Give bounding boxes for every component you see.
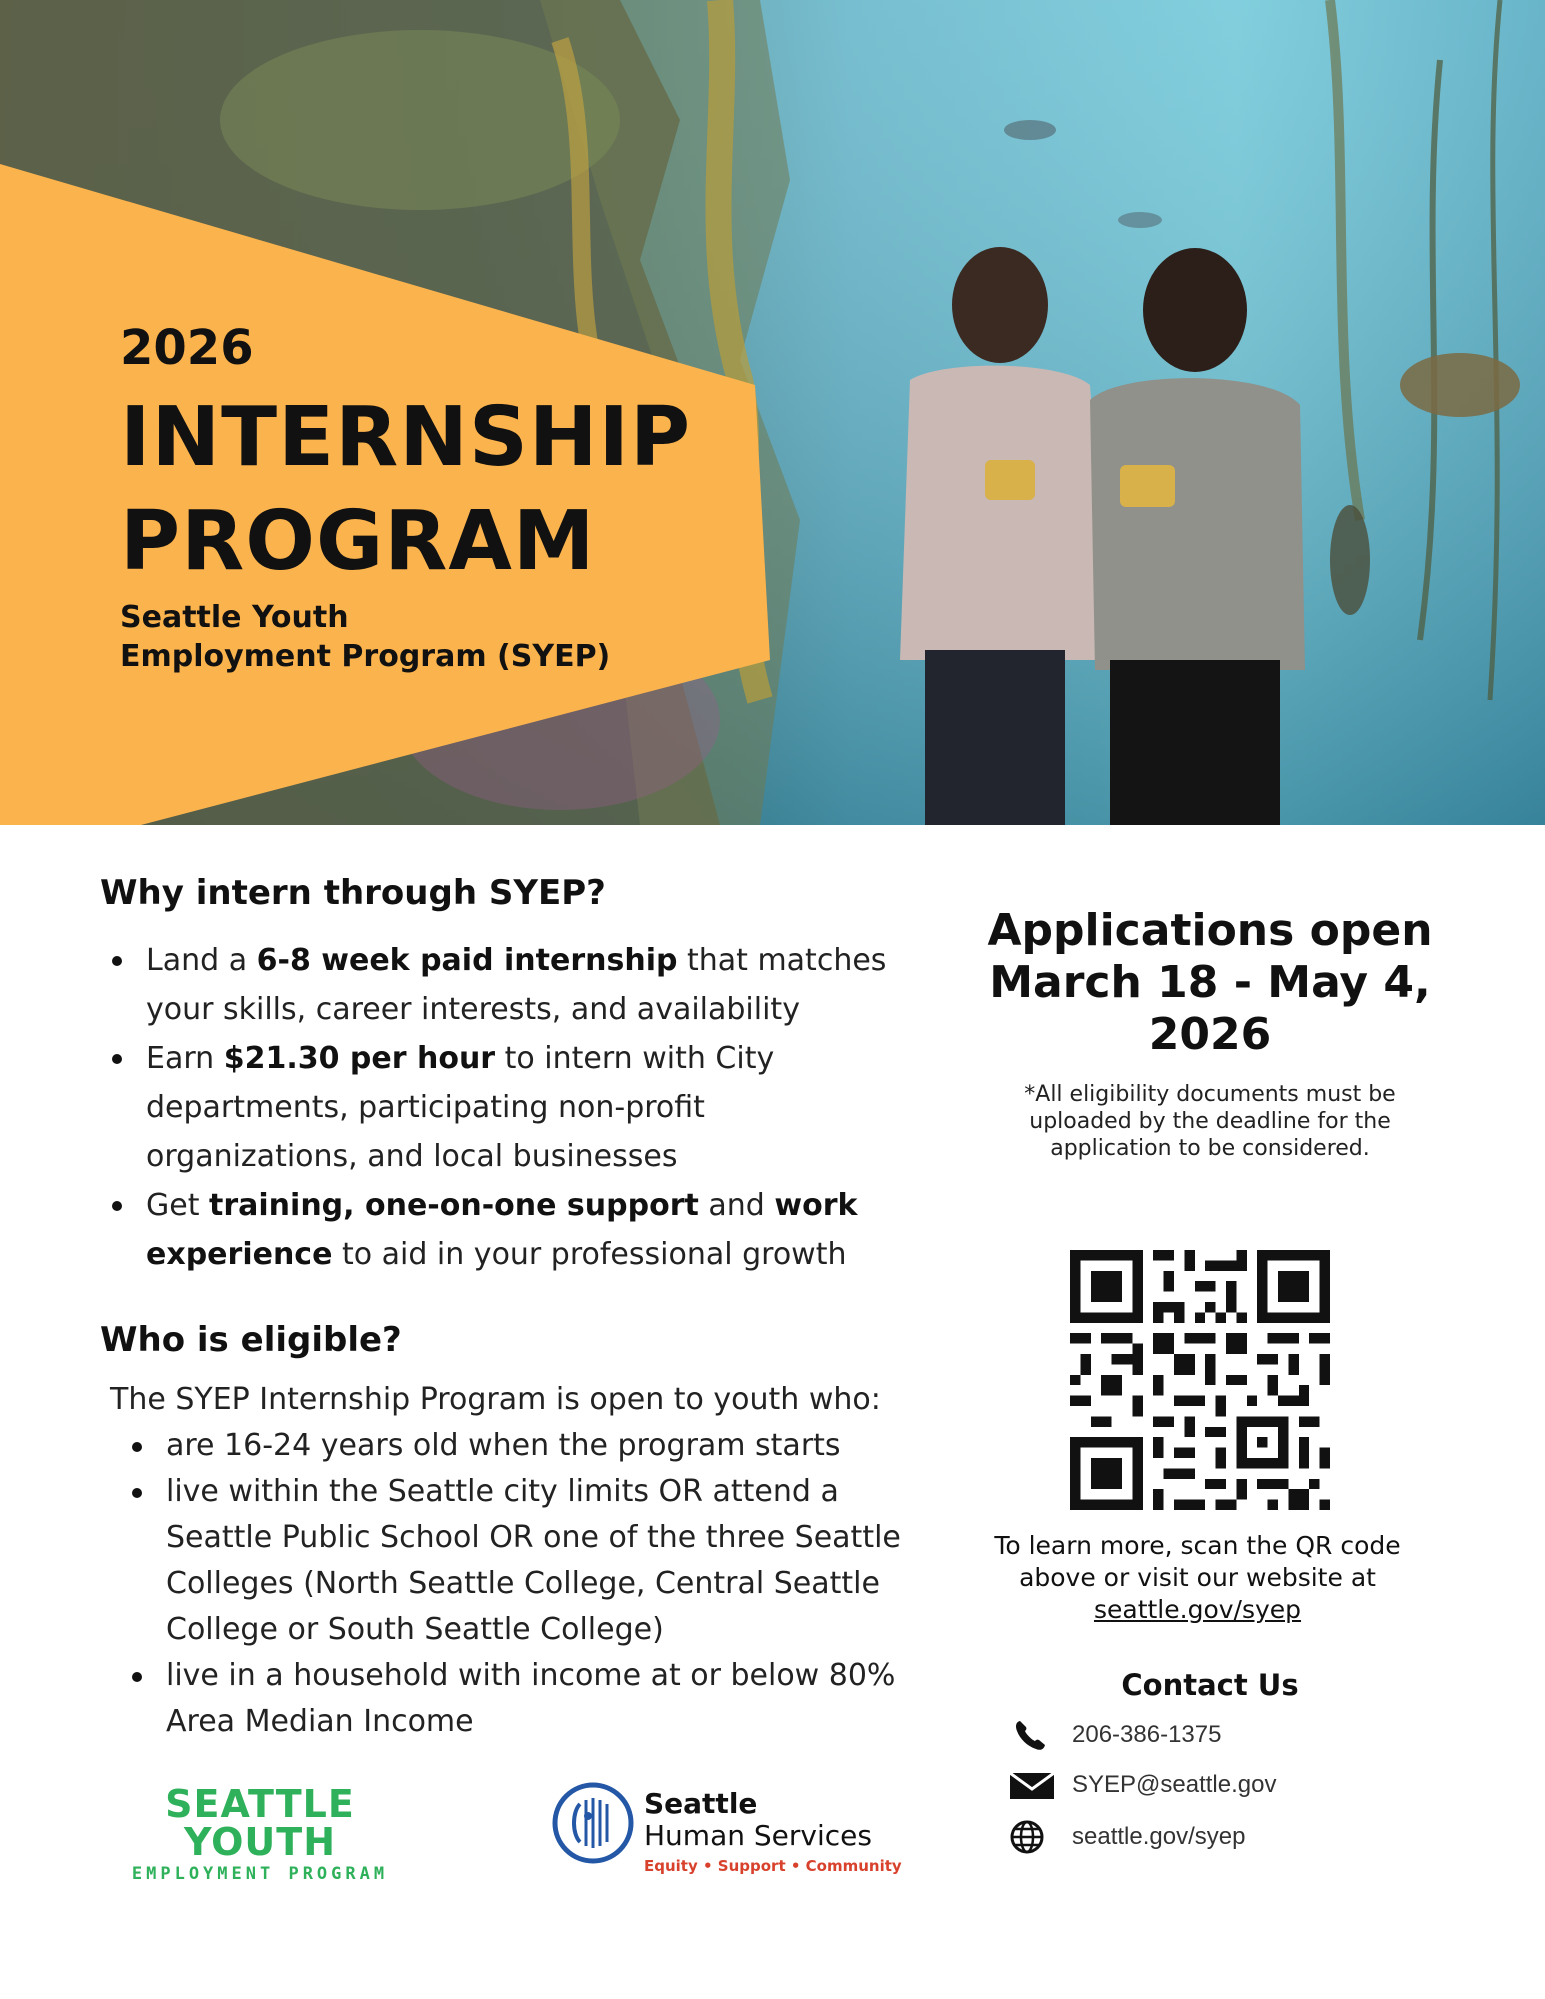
syep-logo-line-3: EMPLOYMENT PROGRAM [131,1864,389,1884]
phone-number[interactable]: 206-386-1375 [1072,1721,1222,1748]
eligibility-item: live in a household with income at or below 80% Area Median Income [110,1653,920,1745]
syep-logo-line-2: YOUTH [183,1820,337,1864]
contact-email[interactable] [1010,1765,1430,1805]
shs-logo-tagline: Equity • Support • Community [644,1857,902,1875]
website-address[interactable]: seattle.gov/syep [1072,1823,1246,1850]
benefits-list [100,936,920,1279]
envelope-icon [1010,1768,1054,1802]
eligibility-item: are 16-24 years old when the program starts [110,1423,920,1469]
hero-banner [0,0,1545,825]
benefit-text: to aid in your professional growth [332,1237,847,1272]
eligibility-deadline-note: *All eligibility documents must be uploaded by the deadline for the application to be considered. [1024,1082,1396,1161]
benefit-text: Land a [146,943,257,978]
eligibility-item: live within the Seattle city limits OR attend a Seattle Public School OR one of the three Seattle Colleges (North Seattle College, Central Seattle College or South Seattle College) [110,1469,920,1653]
phone-icon [1010,1718,1054,1752]
applications-heading-line-2: March 18 - May 4, [989,957,1431,1008]
eligible-heading: Who is eligible? [100,1320,402,1360]
title-line-2: PROGRAM [120,494,596,589]
subtitle-line-1: Seattle Youth [120,600,349,635]
benefit-highlight: training, one-on-one support [209,1188,699,1223]
globe-icon [1010,1820,1054,1854]
benefit-highlight: $21.30 per hour [223,1041,496,1076]
left-column [100,870,920,1745]
eligible-intro: The SYEP Internship Program is open to youth who: [110,1382,881,1417]
benefit-item [100,1181,920,1279]
page-title [120,386,760,594]
contact-heading: Contact Us [1121,1668,1299,1702]
benefit-highlight: work experience [146,1188,858,1272]
right-column [970,905,1450,1162]
program-year: 2026 [120,320,254,376]
learn-more-text: To learn more, scan the QR code above or visit our website at [994,1531,1401,1592]
program-subtitle [120,598,760,676]
applications-heading-line-1: Applications open [987,905,1433,956]
benefit-item [100,936,920,1034]
why-heading: Why intern through SYEP? [100,873,606,913]
qr-code[interactable] [1070,1250,1330,1510]
syep-logo [130,1782,390,1885]
applications-heading [970,905,1450,1061]
seattle-human-services-logo [552,1782,902,1882]
email-address[interactable]: SYEP@seattle.gov [1072,1771,1277,1798]
syep-logo-line-1: SEATTLE [165,1782,355,1826]
shs-logo-name-line-2: Human Services [644,1819,872,1852]
benefit-text: that matches your skills, career interests, and availability [146,943,887,1027]
contact-phone[interactable] [1010,1715,1430,1755]
benefit-text: and [698,1188,775,1223]
benefit-text: to intern with City departments, participating non-profit organizations, and local businesses [146,1041,775,1174]
subtitle-line-2: Employment Program (SYEP) [120,639,611,674]
website-link[interactable]: seattle.gov/syep [1093,1595,1302,1624]
benefit-text: Earn [146,1041,224,1076]
benefit-text: Get [146,1188,210,1223]
city-seal-icon [552,1782,634,1864]
learn-more [970,1530,1425,1626]
shs-logo-name-line-1: Seattle [644,1787,758,1820]
applications-heading-line-3: 2026 [1148,1009,1272,1060]
title-line-1: INTERNSHIP [120,390,692,485]
hero-text [120,318,760,676]
contact-website[interactable] [1010,1817,1430,1857]
benefit-highlight: 6-8 week paid internship [256,943,678,978]
benefit-item [100,1034,920,1181]
eligibility-list [100,1423,920,1745]
